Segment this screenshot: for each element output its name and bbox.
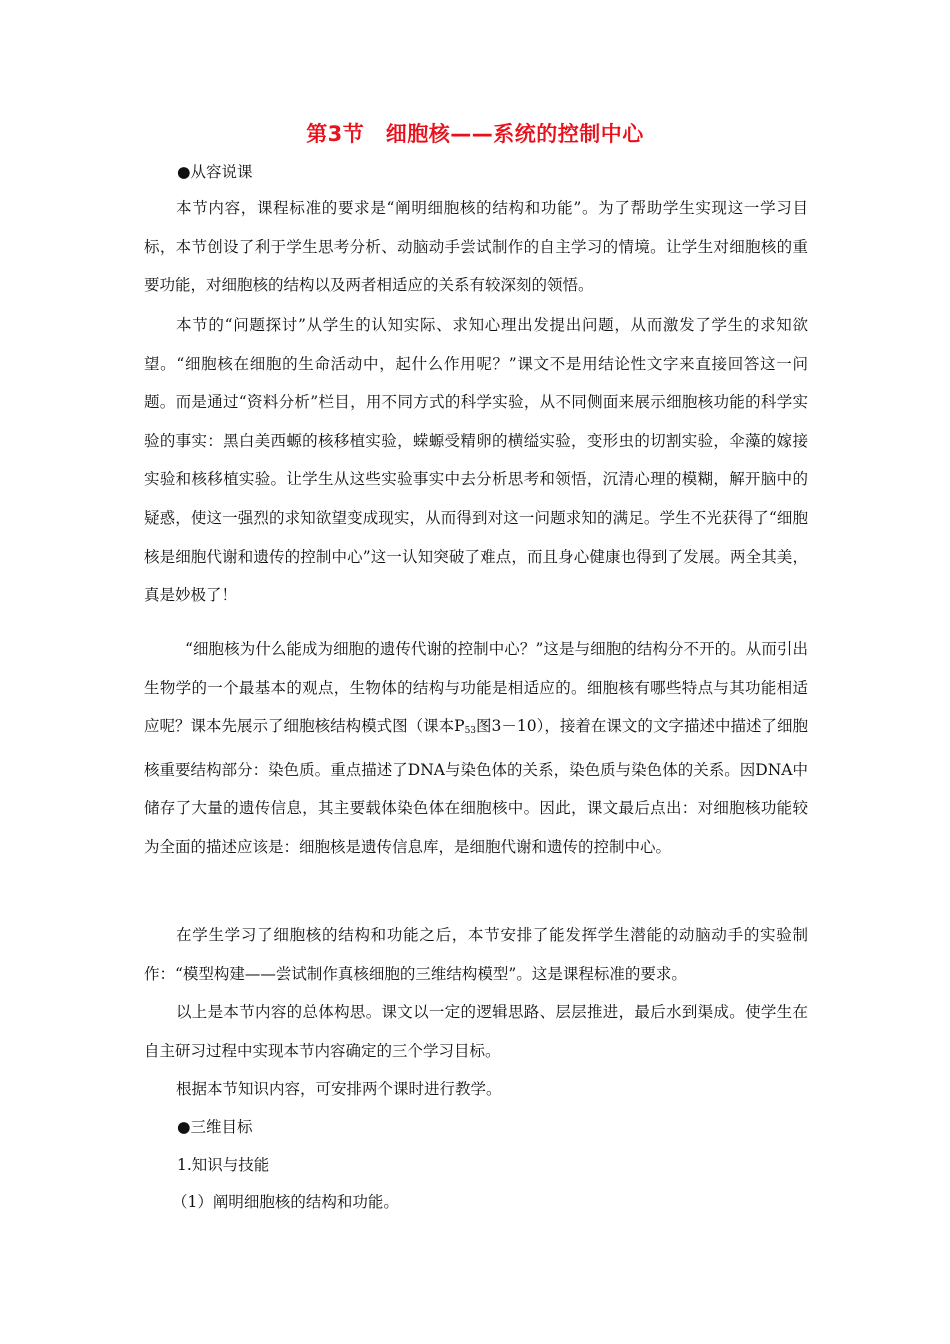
paragraph-3-text-a: “细胞核为什么能成为细胞的遗传代谢的控制中心？”这是与细胞的结构分不开的。从而引出生物学的一个最基本的观点，生物体的结构与功能是相适应的。细胞核有哪些特点与其功能相适应呢？课本先展示了细胞核结构模式图（课本P <box>144 640 808 736</box>
page-subscript: 53 <box>464 726 477 737</box>
paragraph-3-text-b: 图3－10），接着在课文的文字描述中描述了细胞核重要结构部分：染色质。重点描述了DNA与染色体的关系，染色质与染色体的关系。因DNA中储存了大量的遗传信息，其主要载体染色体在细胞核中。因此，课文最后点出：对细胞核功能较为全面的描述应该是：细胞核是遗传信息库，是细胞代谢和遗传的控制中心。 <box>144 717 809 856</box>
paragraph-3 <box>144 630 808 867</box>
paragraph-6: 根据本节知识内容，可安排两个课时进行教学。 <box>176 1080 502 1098</box>
paragraph-5: 以上是本节内容的总体构思。课文以一定的逻辑思路、层层推进，最后水到渠成。使学生在自主研习过程中实现本节内容确定的三个学习目标。 <box>144 1003 808 1060</box>
paragraph-4: 在学生学习了细胞核的结构和功能之后，本节安排了能发挥学生潜能的动脑动手的实验制作：“模型构建——尝试制作真核细胞的三维结构模型”。这是课程标准的要求。 <box>144 926 808 983</box>
paragraph-1: 本节内容，课程标准的要求是“阐明细胞核的结构和功能”。为了帮助学生实现这一学习目标，本节创设了利于学生思考分析、动脑动手尝试制作的自主学习的情境。让学生对细胞核的重要功能，对细胞核的结构以及两者相适应的关系有较深刻的领悟。 <box>144 199 808 295</box>
page-title: 第3节 细胞核——系统的控制中心 <box>306 122 644 146</box>
section-heading-objectives: ●三维目标 <box>177 1118 253 1136</box>
knowledge-item-1: （1）阐明细胞核的结构和功能。 <box>172 1193 399 1211</box>
section-heading-intro: ●从容说课 <box>177 163 253 181</box>
paragraph-2: 本节的“问题探讨”从学生的认知实际、求知心理出发提出问题，从而激发了学生的求知欲望。“细胞核在细胞的生命活动中，起什么作用呢？”课文不是用结论性文字来直接回答这一问题。而是通过“资料分析”栏目，用不同方式的科学实验，从不同侧面来展示细胞核功能的科学实验的事实：黑白美西螈的核移植实验，蝾螈受精卵的横缢实验，变形虫的切割实验，伞藻的嫁接实验和核移植实验。让学生从这些实验事实中去分析思考和领悟，沉清心理的模糊，解开脑中的疑惑，使这一强烈的求知欲望变成现实，从而得到对这一问题求知的满足。学生不光获得了“细胞核是细胞代谢和遗传的控制中心”这一认知突破了难点，而且身心健康也得到了发展。两全其美，真是妙极了！ <box>144 316 808 605</box>
knowledge-skills-heading: 1.知识与技能 <box>177 1156 270 1174</box>
